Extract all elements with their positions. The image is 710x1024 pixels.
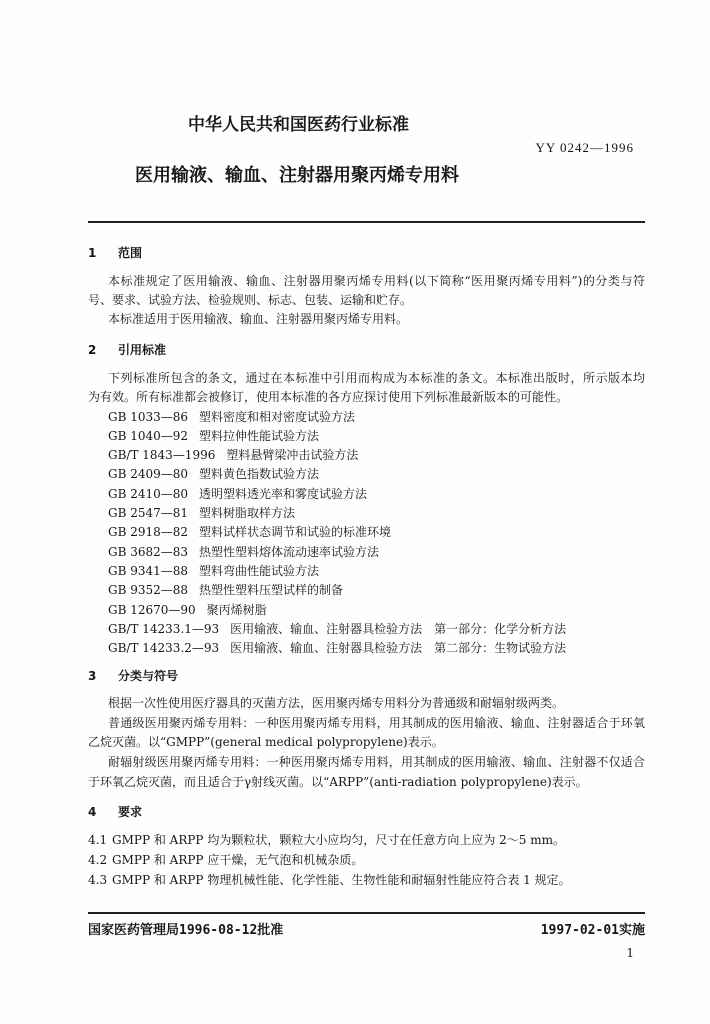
reference-code: GB/T 1843—1996 — [108, 448, 216, 463]
paragraph-line: 根据一次性使用医疗器具的灭菌方法，医用聚丙烯专用料分为普通级和耐辐射级两类。 — [108, 696, 565, 710]
header-rule — [88, 221, 645, 223]
reference-item — [88, 639, 645, 658]
reference-code: GB 1040—92 — [108, 428, 189, 443]
reference-code: GB 9341—88 — [108, 563, 189, 578]
reference-item — [88, 408, 645, 427]
reference-title: 塑料黄色指数试验方法 — [199, 467, 320, 482]
clause-text: GMPP 和 ARPP 物理机械性能、化学性能、生物性能和耐辐射性能应符合表 1 规定。 — [112, 873, 571, 887]
reference-title: 热塑性塑料压塑试样的制备 — [199, 583, 344, 598]
section-heading-classification — [88, 667, 178, 686]
section-3-body — [88, 694, 645, 793]
reference-code: GB 1033—86 — [108, 409, 189, 424]
section-number: 2 — [88, 343, 97, 357]
reference-title: 塑料悬臂梁冲击试验方法 — [226, 448, 359, 463]
reference-code: GB 2547—81 — [108, 506, 189, 521]
clause-number: 4.3 — [88, 873, 108, 887]
reference-title: 医用输液、输血、注射器具检验方法 第一部分：化学分析方法 — [230, 621, 567, 636]
reference-title: 塑料试样状态调节和试验的标准环境 — [199, 525, 392, 540]
section-1-body — [88, 272, 645, 329]
clause-text: GMPP 和 ARPP 应干燥，无气泡和机械杂质。 — [112, 853, 364, 867]
paragraph-line: 普通级医用聚丙烯专用料：一种医用聚丙烯专用料，用其制成的医用输液、输血、注射器适合于环氧 — [108, 715, 645, 730]
reference-code: GB 2918—82 — [108, 525, 189, 540]
footer-rule — [88, 912, 645, 914]
document-title: 医用输液、输血、注射器用聚丙烯专用料 — [135, 165, 459, 186]
implementation-date: 1997-02-01实施 — [540, 923, 645, 938]
requirement-item — [88, 850, 645, 870]
reference-code: GB 3682—83 — [108, 544, 189, 559]
reference-title: 热塑性塑料熔体流动速率试验方法 — [199, 544, 380, 559]
paragraph-line: 于环氧乙烷灭菌，而且适合于γ射线灭菌。以“ARPP”(anti-radiation polypropylene)表示。 — [88, 774, 588, 789]
reference-title: 医用输液、输血、注射器具检验方法 第二部分：生物试验方法 — [230, 641, 567, 656]
reference-item — [88, 504, 645, 523]
reference-title: 聚丙烯树脂 — [206, 602, 267, 617]
section-number: 3 — [88, 669, 97, 683]
requirement-item — [88, 870, 645, 890]
paragraph-line: 本标准适用于医用输液、输血、注射器用聚丙烯专用料。 — [108, 312, 409, 326]
section-2-body — [88, 369, 645, 658]
section-4-body — [88, 830, 645, 890]
reference-title: 塑料弯曲性能试验方法 — [199, 563, 320, 578]
paragraph-line: 号、要求、试验方法、检验规则、标志、包装、运输和贮存。 — [88, 293, 413, 307]
page-number: 1 — [626, 946, 634, 960]
reference-item — [88, 465, 645, 484]
section-title: 分类与符号 — [118, 669, 179, 683]
reference-item — [88, 427, 645, 446]
reference-title: 透明塑料透光率和雾度试验方法 — [199, 486, 368, 501]
reference-item — [88, 601, 645, 620]
standard-code: YY 0242—1996 — [535, 140, 634, 155]
section-title: 范围 — [118, 246, 143, 260]
reference-code: GB/T 14233.2—93 — [108, 641, 220, 656]
reference-code: GB 2410—80 — [108, 486, 189, 501]
section-heading-requirements — [88, 803, 142, 822]
section-number: 1 — [88, 246, 97, 260]
reference-item — [88, 620, 645, 639]
paragraph-line: 为有效。所有标准都会被修订，使用本标准的各方应探讨使用下列标准最新版本的可能性。 — [88, 390, 569, 405]
reference-item — [88, 581, 645, 600]
section-heading-normative-references — [88, 341, 166, 360]
reference-item — [88, 446, 645, 465]
reference-title: 塑料树脂取样方法 — [199, 506, 296, 521]
section-number: 4 — [88, 805, 97, 819]
paragraph-line: 本标准规定了医用输液、输血、注射器用聚丙烯专用料(以下简称“医用聚丙烯专用料”)的分类与符 — [108, 274, 645, 288]
reference-code: GB 2409—80 — [108, 467, 189, 482]
paragraph-line: 下列标准所包含的条文，通过在本标准中引用而构成为本标准的条文。本标准出版时，所示版本均 — [108, 371, 645, 385]
section-title: 要求 — [118, 805, 143, 819]
approval-date: 国家医药管理局1996-08-12批准 — [88, 923, 284, 938]
section-title: 引用标准 — [118, 343, 167, 357]
clause-number: 4.2 — [88, 853, 108, 867]
reference-code: GB 9352—88 — [108, 583, 189, 598]
reference-code: GB 12670—90 — [108, 602, 196, 617]
reference-item — [88, 543, 645, 562]
paragraph-line: 耐辐射级医用聚丙烯专用料：一种医用聚丙烯专用料，用其制成的医用输液、输血、注射器不仅适合 — [108, 755, 645, 770]
reference-item — [88, 485, 645, 504]
reference-title: 塑料密度和相对密度试验方法 — [199, 409, 356, 424]
requirement-item — [88, 830, 645, 850]
reference-code: GB/T 14233.1—93 — [108, 621, 220, 636]
reference-item — [88, 523, 645, 542]
clause-number: 4.1 — [88, 833, 108, 847]
issuing-standard-category: 中华人民共和国医药行业标准 — [188, 115, 409, 135]
reference-title: 塑料拉伸性能试验方法 — [199, 428, 320, 443]
reference-item — [88, 562, 645, 581]
paragraph-line: 乙烷灭菌。以“GMPP”(general medical polypropylene)表示。 — [88, 735, 444, 750]
section-heading-scope — [88, 244, 142, 263]
clause-text: GMPP 和 ARPP 均为颗粒状，颗粒大小应均匀，尺寸在任意方向上应为 2～5 mm。 — [112, 833, 565, 847]
